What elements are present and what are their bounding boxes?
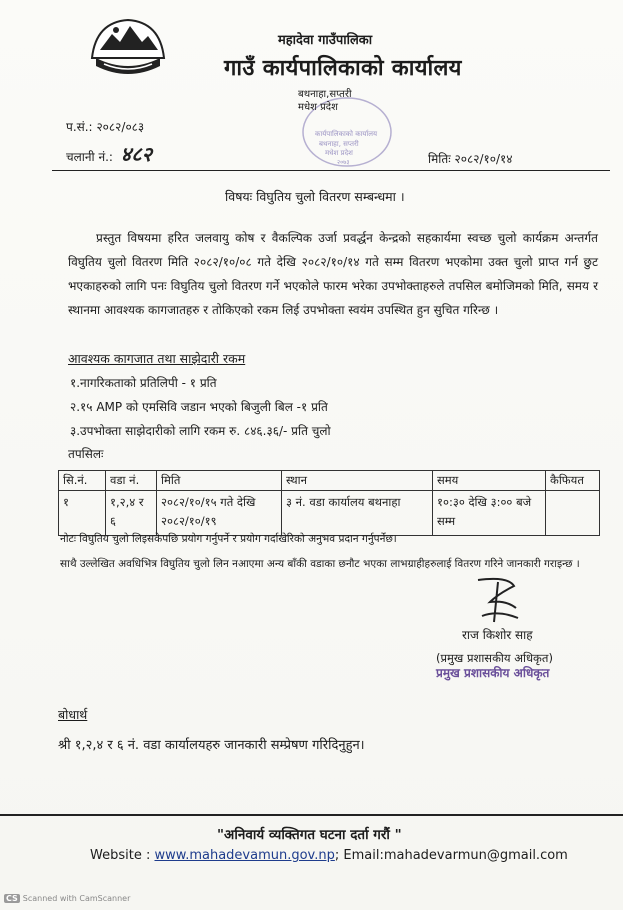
seal-line-4: २०७३	[337, 159, 350, 166]
col-header-date: मिति	[157, 471, 282, 491]
body-text: प्रस्तुत विषयमा हरित जलवायु कोष र वैकल्पिक उर्जा प्रवर्द्धन केन्द्रको सहकार्यमा स्वच्छ चुलो कार्यक्रम अन्तर्गत विघुतिय चुलो वितरण मिति २०८२/१०/०८ गते देखि २०८२/१०/१४ गते सम्म वितरण भएकोमा उक्त चुलो प्राप्त गर्न छुट भएकाहरुको लागि पनः विघुतिय चुलो वितरण गर्ने भएकोले फारम भरेका उपभोक्ताहरुले तपसिल बमोजिमको मिति, समय र स्थानमा आवश्यक कागजातहरु र तोकिएको रकम लिई उपभोक्ता स्वयंम उपस्थित हुन सुचित गरिन्छ ।	[68, 231, 598, 317]
seal-line-2: बथनाहा, सप्तरी	[319, 140, 359, 148]
ps-value: २०८२/०८३	[96, 120, 145, 134]
requirements-title: आवश्यक कागजात तथा साझेदारी रकम	[68, 351, 246, 366]
schedule-table	[58, 470, 600, 536]
schedule-label: तपसिलः	[68, 447, 104, 461]
logo-graphic	[92, 20, 164, 74]
letter-date	[428, 150, 513, 167]
chalani-value: ४८२	[120, 142, 152, 166]
seal-line-3: मधेश प्रदेश	[325, 149, 353, 157]
table-row	[59, 491, 600, 536]
footer-divider	[0, 814, 623, 816]
cell-place: ३ नं. वडा कार्यालय बथनाहा	[282, 491, 433, 536]
website-label: Website :	[90, 848, 151, 863]
scanner-watermark	[4, 894, 130, 903]
office-title: गाउँ कार्यपालिकाको कार्यालय	[224, 56, 462, 81]
cell-remarks	[546, 491, 600, 536]
municipality-name: महादेवा गाउँपालिका	[278, 33, 373, 48]
camscanner-icon: CS	[6, 894, 18, 903]
cell-serial: १	[59, 491, 106, 536]
letter-subject: विषयः विघुतिय चुलो वितरण सम्बन्धमा ।	[225, 189, 405, 204]
requirement-item: ३.उपभोक्ता साझेदारीको लागि रकम रु. ८४६.३६/- प्रति चुलो	[70, 424, 331, 438]
col-header-serial: सि.नं.	[59, 471, 106, 491]
signatory-name: राज किशोर साह	[462, 628, 533, 642]
col-header-time: समय	[433, 471, 546, 491]
date-label: मितिः	[428, 152, 451, 166]
website-link[interactable]: www.mahadevamun.gov.np	[154, 848, 335, 863]
ps-label: प.सं.:	[66, 120, 93, 134]
table-header-row	[59, 471, 600, 491]
signatory-title: (प्रमुख प्रशासकीय अधिकृत)	[436, 651, 553, 665]
cell-time: १०:३० देखि ३:०० बजे सम्म	[433, 491, 546, 536]
requirement-item: २.१५ AMP को एमसिवि जडान भएको बिजुली बिल -१ प्रति	[70, 400, 328, 414]
seal-line-1: कार्यपालिकाको कार्यालय	[315, 130, 378, 138]
municipality-logo	[86, 12, 170, 84]
note-usage: नोटः विघुतिय चुलो लिइसकेपछि प्रयोग गर्नुपर्ने र प्रयोग गर्दाखेरिको अनुभव प्रदान गर्नुपर्नेछ।	[60, 533, 397, 545]
designation-stamp: प्रमुख प्रशासकीय अधिकृत	[436, 666, 550, 680]
footer-motto: "अनिवार्य व्यक्तिगत घटना दर्ता गरौं "	[217, 827, 402, 843]
col-header-ward: वडा नं.	[106, 471, 157, 491]
cell-ward: १,२,४ र ६	[106, 491, 157, 536]
requirement-item: १.नागरिकताको प्रतिलिपी - १ प्रति	[70, 376, 217, 390]
header-divider	[52, 170, 610, 171]
cc-text: श्री १,२,४ र ६ नं. वडा कार्यालयहरु जानकारी सम्प्रेषण गरिदिनुहुन।	[58, 738, 365, 753]
email-label: ; Email:	[334, 848, 384, 863]
note-reallocation: साथै उल्लेखित अवधिभित्र विघुतिय चुलो लिन नआएमा अन्य बाँकी वडाका छनौट भएका लाभग्राहीहरुलाई वितरण गरिने जानकारी गराइन्छ ।	[60, 558, 580, 570]
dispatch-number	[66, 140, 152, 167]
footer-contact	[90, 848, 568, 863]
cc-label: बोधार्थ	[58, 707, 88, 722]
cell-date: २०८२/१०/१५ गते देखि २०८२/१०/१९	[157, 491, 282, 536]
email-link[interactable]: mahadevarmun@gmail.com	[383, 848, 568, 863]
address-line-1: बथनाहा,सप्तरी	[298, 89, 352, 100]
address-line-2: मधेश प्रदेश	[298, 102, 338, 113]
col-header-place: स्थान	[282, 471, 433, 491]
body-paragraph	[68, 226, 598, 322]
scanner-text: Scanned with CamScanner	[22, 894, 131, 903]
chalani-label: चलानी नं.:	[66, 150, 113, 164]
col-header-remarks: कैफियत	[546, 471, 600, 491]
office-address	[298, 88, 352, 114]
reference-number	[66, 118, 144, 135]
date-value: २०८२/१०/१४	[454, 152, 513, 166]
